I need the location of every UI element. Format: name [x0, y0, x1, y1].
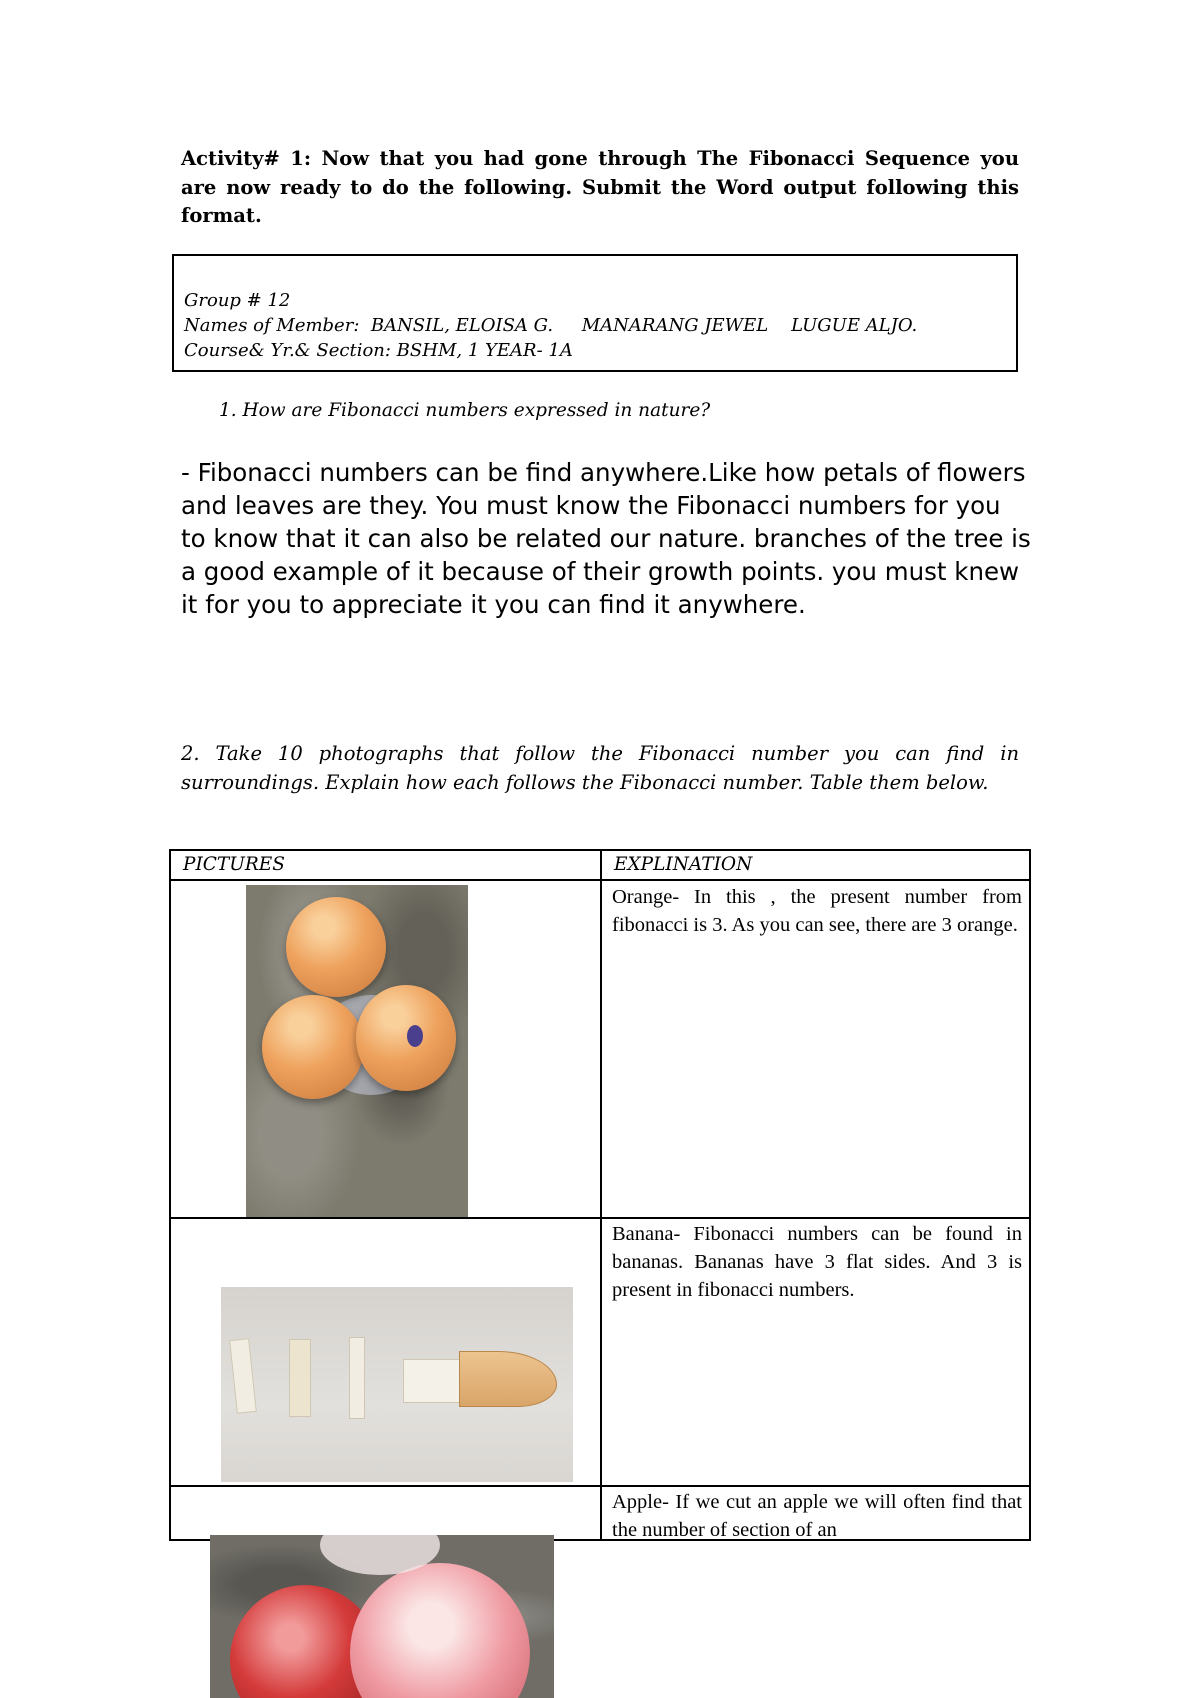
orange-photo — [246, 885, 468, 1217]
banana-piece — [289, 1339, 311, 1417]
explanation-banana: Banana- Fibonacci numbers can be found in bananas. Bananas have 3 flat sides. And 3 is present in fibonacci numbers. — [612, 1223, 1022, 1301]
banana-piece — [349, 1337, 365, 1419]
fruit-sticker — [407, 1025, 423, 1047]
banana-piece — [403, 1359, 467, 1403]
header-pictures: PICTURES — [183, 854, 285, 875]
banana-photo — [221, 1287, 573, 1482]
group-info-box — [172, 254, 1018, 372]
activity-instructions: Activity# 1: Now that you had gone through The Fibonacci Sequence you are now ready to do the following. Submit the Word output following this format. — [181, 147, 1019, 227]
banana-piece — [229, 1338, 257, 1414]
question-2: 2. Take 10 photographs that follow the Fibonacci number you can find in surroundings. Explain how each follows the Fibonacci number. Table them below. — [181, 742, 1019, 794]
orange-fruit — [262, 995, 364, 1099]
group-course-section: Course& Yr.& Section: BSHM, 1 YEAR- 1A — [184, 340, 573, 361]
table-row-divider — [171, 1217, 1029, 1219]
question-1: 1. How are Fibonacci numbers expressed in nature? — [219, 400, 711, 421]
table-column-divider — [600, 851, 602, 1539]
table-header-divider — [171, 879, 1029, 881]
orange-fruit — [286, 897, 386, 997]
table-row-divider — [171, 1485, 1029, 1487]
apple-fruit — [350, 1563, 530, 1698]
group-members: Names of Member: BANSIL, ELOISA G. MANARANG JEWEL LUGUE ALJO. — [184, 315, 918, 336]
explanation-apple: Apple- If we cut an apple we will often find that the number of section of an — [612, 1491, 1022, 1541]
apple-photo — [210, 1535, 554, 1698]
orange-fruit — [356, 985, 456, 1091]
group-number: Group # 12 — [184, 290, 291, 311]
answer-1: - Fibonacci numbers can be find anywhere.Like how petals of flowers and leaves are they. You must know the Fibonacci numbers for you to know that it can also be related our nature. branches of the tree is a good example of it because of their growth points. you must knew it for you to appreciate it you can find it anywhere. — [181, 458, 1031, 619]
explanation-orange: Orange- In this , the present number from fibonacci is 3. As you can see, there are 3 orange. — [612, 886, 1022, 936]
header-explanation: EXPLINATION — [614, 854, 753, 875]
banana-piece — [459, 1351, 557, 1407]
